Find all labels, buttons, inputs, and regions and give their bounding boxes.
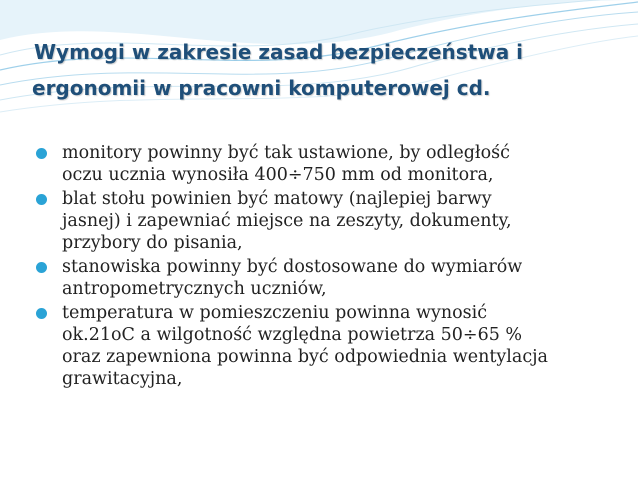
bullet-item (36, 256, 616, 300)
bullet-line: blat stołu powinien być matowy (najlepiej barwy (62, 189, 492, 209)
bullet-dot-icon (36, 262, 47, 273)
bullet-line: temperatura w pomieszczeniu powinna wynosić (62, 303, 488, 323)
title-line: ergonomii w pracowni komputerowej cd. (32, 76, 491, 100)
bullet-line: jasnej) i zapewniać miejsce na zeszyty, dokumenty, (62, 211, 512, 231)
slide-title (34, 34, 624, 106)
bullet-dot-icon (36, 308, 47, 319)
bullet-item (36, 142, 616, 186)
bullet-line: monitory powinny być tak ustawione, by odległość (62, 143, 510, 163)
bullet-line: stanowiska powinny być dostosowane do wymiarów (62, 257, 523, 277)
bullet-list (36, 142, 616, 392)
bullet-line: oczu ucznia wynosiła 400÷750 mm od monitora, (62, 165, 494, 185)
bullet-text (62, 302, 616, 390)
bullet-text (62, 142, 616, 186)
bullet-line: antropometrycznych uczniów, (62, 279, 327, 299)
bullet-text (62, 188, 616, 254)
bullet-dot-icon (36, 194, 47, 205)
bullet-item (36, 302, 616, 390)
title-line: Wymogi w zakresie zasad bezpieczeństwa i (34, 40, 524, 64)
bullet-line: oraz zapewniona powinna być odpowiednia wentylacja (62, 347, 548, 367)
bullet-line: grawitacyjna, (62, 369, 183, 389)
bullet-text (62, 256, 616, 300)
bullet-item (36, 188, 616, 254)
bullet-line: ok.21oC a wilgotność względna powietrza 50÷65 % (62, 325, 523, 345)
bullet-dot-icon (36, 148, 47, 159)
bullet-line: przybory do pisania, (62, 233, 243, 253)
